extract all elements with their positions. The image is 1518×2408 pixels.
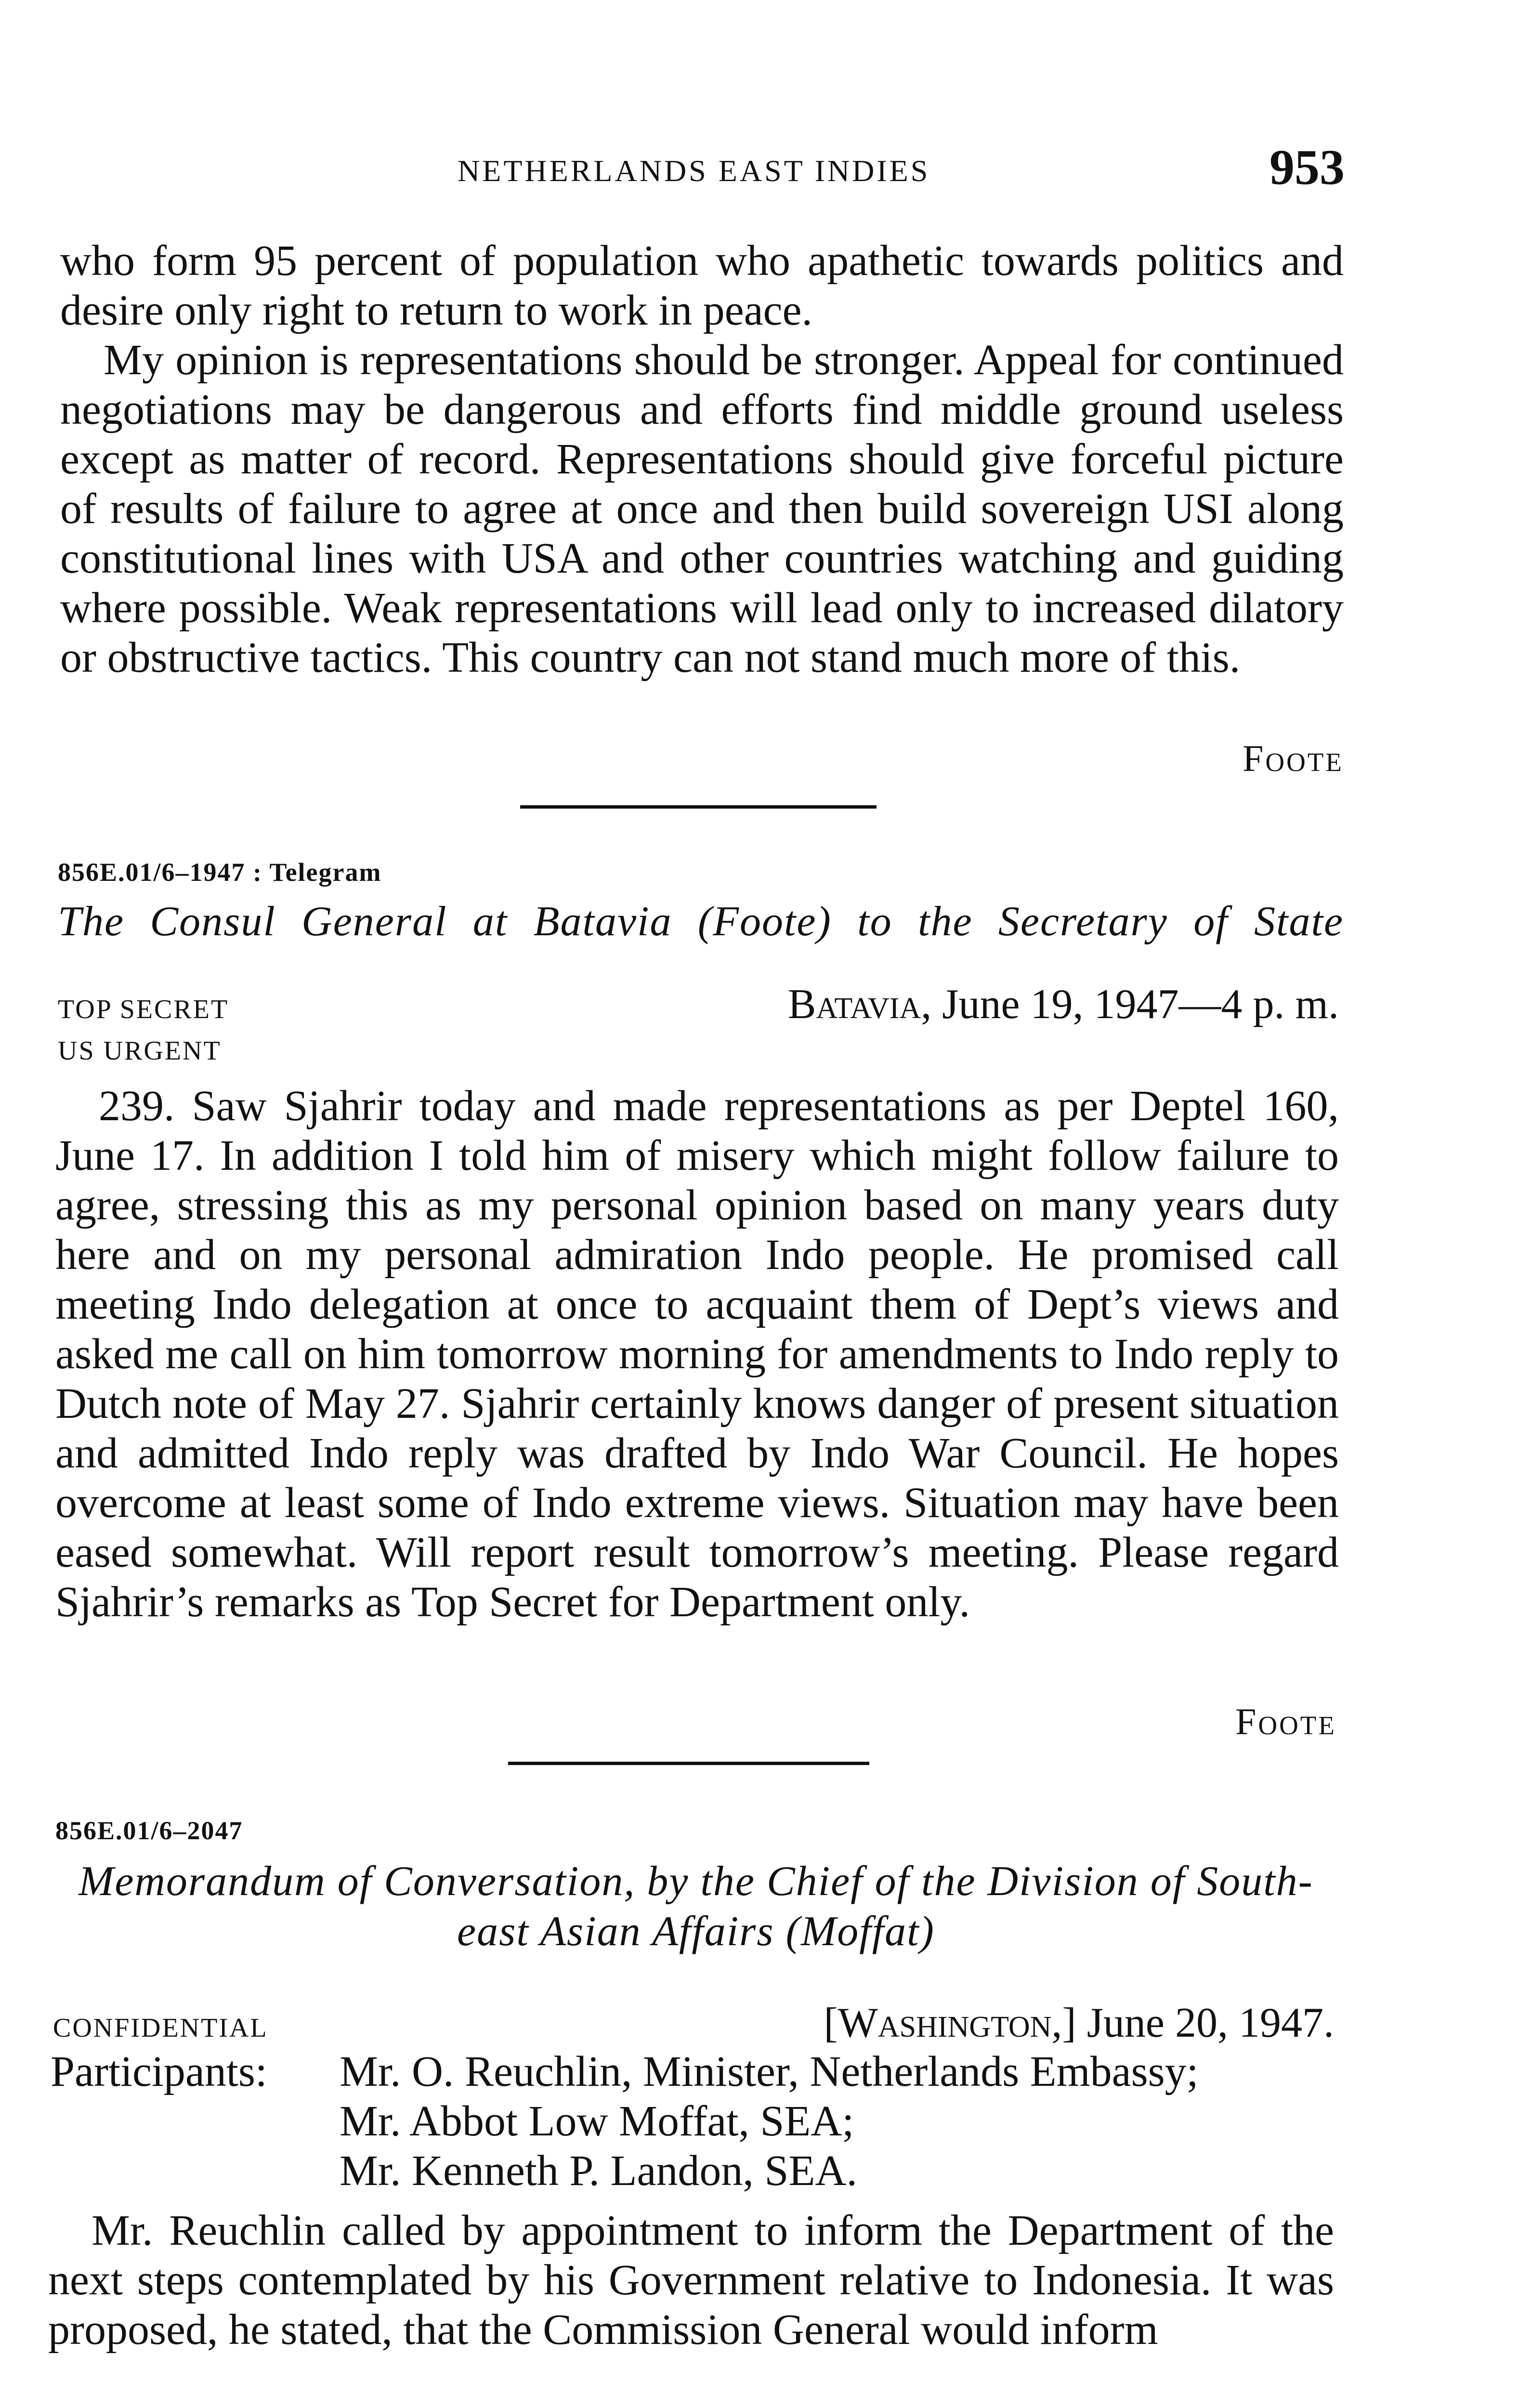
classification-dateline-row [53,1999,1334,2047]
continued-telegram-text [60,236,1344,682]
paragraph: My opinion is representations should be stronger. Appeal for continued negotiations may be dangerous and efforts find middle ground useless except as matter of record. Representations should give forceful picture of results of failure to agree at once and then build sovereign USI along constitutional lines with USA and other countries watching and guiding where possible. Weak representations will lead only to increased dilatory or obstructive tactics. This country can not stand much more of this. [60,336,1344,681]
participants-list [340,2047,1199,2196]
section-divider [520,805,877,809]
classification-dateline-row [58,980,1339,1029]
dateline [824,1999,1334,2047]
running-head [58,140,1345,206]
dateline-place: [Washington,] [824,2000,1076,2046]
file-reference: 856E.01/6–2047 [55,1816,243,1845]
participants-label: Participants: [51,2048,267,2095]
paragraph: Mr. Reuchlin called by appointment to inform the Department of the next steps contemplated by his Government relative to Indonesia. It was proposed, he stated, that the Commission General would inform [48,2207,1334,2354]
memorandum-body [48,2206,1334,2355]
classification-label: CONFIDENTIAL [53,2013,268,2043]
dateline [788,980,1339,1029]
paragraph: 239. Saw Sjahrir today and made representations as per Deptel 160, June 17. In addition I told him of misery which might follow failure to agree, stressing this as my personal opinion based on many years duty here and on my personal admiration Indo people. He promised call meeting Indo delegation at once to acquaint them of Dept’s views and asked me call on him tomorrow morning for amendments to Indo reply to Dutch note of May 27. Sjahrir certainly knows danger of present situation and admitted Indo reply was drafted by Indo War Council. He hopes overcome at least some of Indo extreme views. Situation may have been eased somewhat. Will report result tomorrow’s meeting. Please regard Sjahrir’s remarks as Top Secret for Department only. [55,1082,1339,1626]
document-title [53,1857,1339,1957]
page-number: 953 [1269,140,1345,195]
document-title: The Consul General at Batavia (Foote) to the Secretary of State [58,898,1344,945]
dateline-date: , June 19, 1947—4 p. m. [921,981,1339,1028]
participant: Mr. O. Reuchlin, Minister, Netherlands Embassy; [340,2048,1199,2095]
participants-block [51,2047,1336,2196]
document-title-line: Memorandum of Conversation, by the Chief of the Division of South- [79,1858,1313,1905]
document-title-line: east Asian Affairs (Moffat) [457,1908,935,1955]
paragraph: who form 95 percent of population who apathetic towards politics and desire only right to return to work in peace. [60,237,1344,334]
running-title: NETHERLANDS EAST INDIES [458,154,930,188]
dateline-date: June 20, 1947. [1076,2000,1334,2046]
precedence-label: US URGENT [58,1036,222,1066]
signature-foote-2: Foote [1235,1701,1336,1742]
section-divider [508,1762,869,1765]
participant: Mr. Kenneth P. Landon, SEA. [340,2147,857,2195]
telegram-body [55,1081,1339,1627]
participant: Mr. Abbot Low Moffat, SEA; [340,2097,854,2145]
signature-foote-1: Foote [1242,737,1344,779]
dateline-place: Batavia [787,981,921,1028]
classification-label: TOP SECRET [58,995,229,1024]
file-reference: 856E.01/6–1947 : Telegram [58,858,382,887]
